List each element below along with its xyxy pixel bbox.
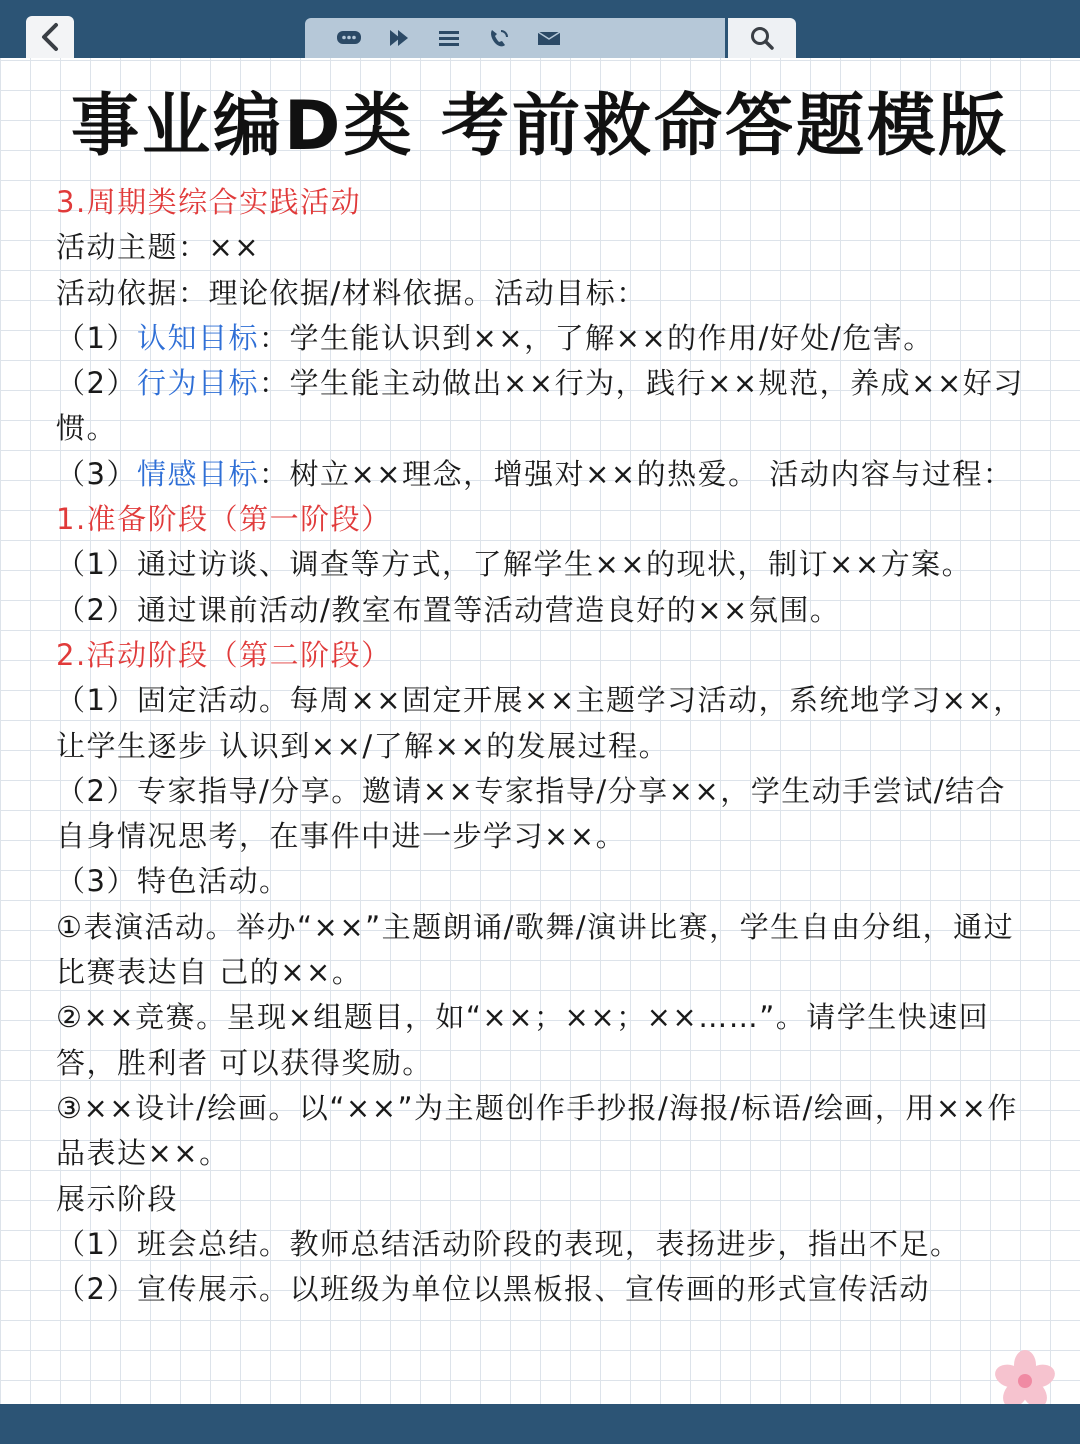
bottom-bar [0,1404,1080,1444]
goal-number: （2） [56,366,137,401]
stage3-heading: 展示阶段 [56,1181,179,1216]
goal-emotion [56,452,1036,497]
stage1-item: （1）通过访谈、调查等方式，了解学生××的现状，制订××方案。 [56,547,973,582]
goal-number: （1） [56,320,137,355]
list-icon[interactable] [435,27,463,49]
page-title: 事业编D类 考前救命答题模版 [70,87,1010,166]
stage1-item: （2）通过课前活动/教室布置等活动营造良好的××氛围。 [56,592,841,627]
search-button[interactable] [728,18,796,58]
back-button[interactable] [26,16,74,58]
stage1-heading: 1.准备阶段（第一阶段） [56,502,392,537]
stage2-heading: 2.活动阶段（第二阶段） [56,637,392,672]
document-body [56,180,1036,1312]
stage2-subitem: ②××竞赛。呈现×组题目，如“××；××；××……”。请学生快速回答，胜利者 可以获得奖励。 [56,1000,990,1080]
section-heading: 3.周期类综合实践活动 [56,185,362,219]
goal-cognitive [56,316,1036,361]
goal-behavior [56,361,1036,452]
toolbar [305,18,725,58]
stage3-item: （1）班会总结。教师总结活动阶段的表现，表扬进步，指出不足。 [56,1226,961,1261]
chevron-left-icon [39,22,61,52]
activity-theme: 活动主题：×× [56,230,261,265]
goal-text: ：学生能认识到××，了解××的作用/好处/危害。 [258,320,934,355]
mail-icon[interactable] [535,27,563,49]
speech-bubble-icon[interactable] [335,27,363,49]
goal-label-emotion: 情感目标 [136,456,259,491]
goal-text: ：学生能主动做出××行为，践行××规范，养成××好习惯。 [56,366,1024,446]
stage2-subitem: ①表演活动。举办“××”主题朗诵/歌舞/演讲比赛，学生自由分组，通过比赛表达自 己的××。 [56,909,1015,990]
goal-number: （3） [56,456,137,491]
goal-label-behavior: 行为目标 [136,366,259,401]
cherry-blossom-icon [990,1350,1060,1412]
forward-icon[interactable] [385,27,413,49]
search-icon [749,25,775,51]
stage2-item: （1）固定活动。每周××固定开展××主题学习活动，系统地学习××，让学生逐步 认识到××/了解××的发展过程。 [56,683,1024,763]
stage2-item: （2）专家指导/分享。邀请××专家指导/分享××，学生动手尝试/结合自身情况思考，在事件中进一步学习××。 [56,773,1006,854]
activity-basis: 活动依据：理论依据/材料依据。活动目标： [56,275,647,310]
goal-label-cognitive: 认知目标 [136,320,259,355]
stage2-subitem: ③××设计/绘画。以“××”为主题创作手抄报/海报/标语/绘画，用××作品表达××。 [56,1090,1018,1171]
stage3-item: （2）宣传展示。以班级为单位以黑板报、宣传画的形式宣传活动 [56,1272,930,1307]
goal-text: ：树立××理念，增强对××的热爱。 活动内容与过程： [258,456,1014,491]
phone-icon[interactable] [485,27,513,49]
stage2-item: （3）特色活动。 [56,864,290,899]
